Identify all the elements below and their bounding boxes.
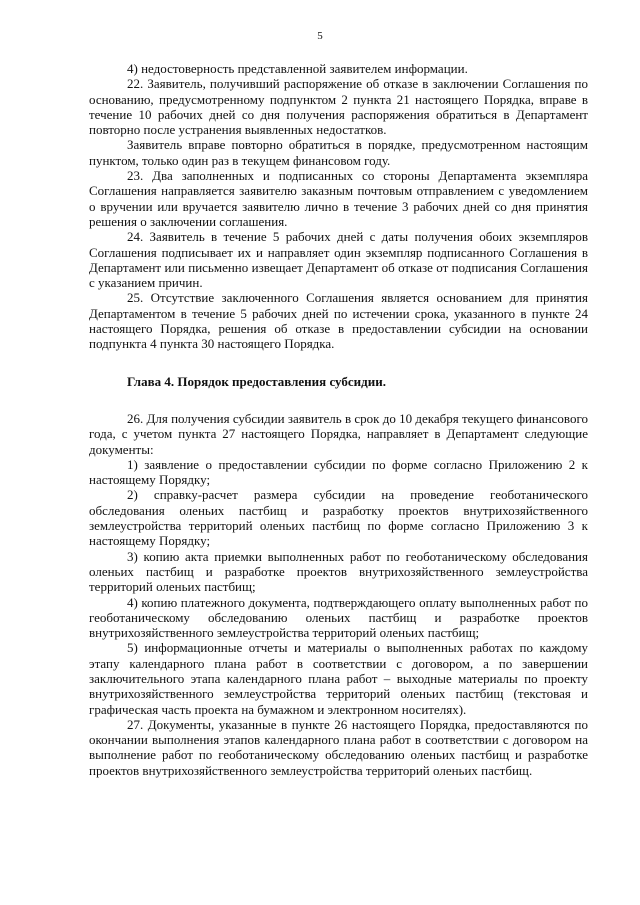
- paragraph-26-item-1: 1) заявление о предоставлении субсидии по форме согласно Приложению 2 к настоящему Порядку;: [89, 456, 588, 488]
- paragraph-22: 22. Заявитель, получивший распоряжение об отказе в заключении Соглашения по основанию, предусмотренному подпунктом 2 пункта 21 настоящего Порядка, вправе в течение 10 рабочих дней со дня получения распоряжения обратиться в Департамент повторно после устранения выявленных недостатков.: [89, 76, 588, 138]
- paragraph-26-item-3: 3) копию акта приемки выполненных работ по геоботаническому обследования оленьих пастбищ и разработке проектов внутрихозяйственного землеустройства территорий оленьих пастбищ;: [89, 548, 588, 595]
- paragraph-item-4: 4) недостоверность представленной заявителем информации.: [127, 61, 468, 76]
- paragraph-22-note: Заявитель вправе повторно обратиться в порядке, предусмотренном настоящим пунктом, только один раз в текущем финансовом году.: [89, 137, 588, 168]
- document-body: [89, 61, 588, 778]
- paragraph-25: 25. Отсутствие заключенного Соглашения является основанием для принятия Департаментом в течение 5 рабочих дней по истечении срока, указанного в пункте 24 настоящего Порядка, решения об отказе в предоставлении субсидии на основании подпункта 4 пункта 30 настоящего Порядка.: [89, 290, 588, 352]
- paragraph-26-item-5: 5) информационные отчеты и материалы о выполненных работах по каждому этапу календарного плана работ в соответствии с договором, а по завершении заключительного этапа календарного плана работ – выходные материалы по проекту внутрихозяйственного землеустройства территорий оленьих пастбищ (текстовая и графическая часть проекта на бумажном и электронном носителях).: [89, 640, 588, 717]
- paragraph-26: 26. Для получения субсидии заявитель в срок до 10 декабря текущего финансового года, с учетом пункта 27 настоящего Порядка, направляет в Департамент следующие документы:: [89, 410, 588, 457]
- paragraph-24: 24. Заявитель в течение 5 рабочих дней с даты получения обоих экземпляров Соглашения подписывает их и направляет один экземпляр подписанного Соглашения в Департамент или письменно извещает Департамент об отказе от подписания Соглашения с указанием причин.: [89, 229, 588, 291]
- paragraph-26-item-4: 4) копию платежного документа, подтверждающего оплату выполненных работ по геоботаническому обследованию оленьих пастбищ и разработке проектов внутрихозяйственного землеустройства территорий оленьих пастбищ;: [89, 594, 588, 641]
- paragraph-26-item-2: 2) справку-расчет размера субсидии на проведение геоботанического обследования оленьих пастбищ и разработку проектов внутрихозяйственного землеустройства территорий оленьих пастбищ по форме согласно Приложению 3 к настоящему Порядку;: [89, 487, 588, 549]
- chapter-title: Глава 4. Порядок предоставления субсидии.: [127, 373, 386, 389]
- paragraph-27: 27. Документы, указанные в пункте 26 настоящего Порядка, предоставляются по окончании выполнения этапов календарного плана работ в соответствии с договором на выполнение работ по геоботаническому обследованию оленьих пастбищ и разработке проектов внутрихозяйственного землеустройства территорий оленьих пастбищ.: [89, 716, 588, 778]
- paragraph-23: 23. Два заполненных и подписанных со стороны Департамента экземпляра Соглашения направляется заявителю заказным почтовым отправлением с уведомлением о вручении или вручается заявителю лично в течение 3 рабочих дней со дня принятия решения о заключении соглашения.: [89, 168, 588, 229]
- page-number: 5: [317, 30, 323, 42]
